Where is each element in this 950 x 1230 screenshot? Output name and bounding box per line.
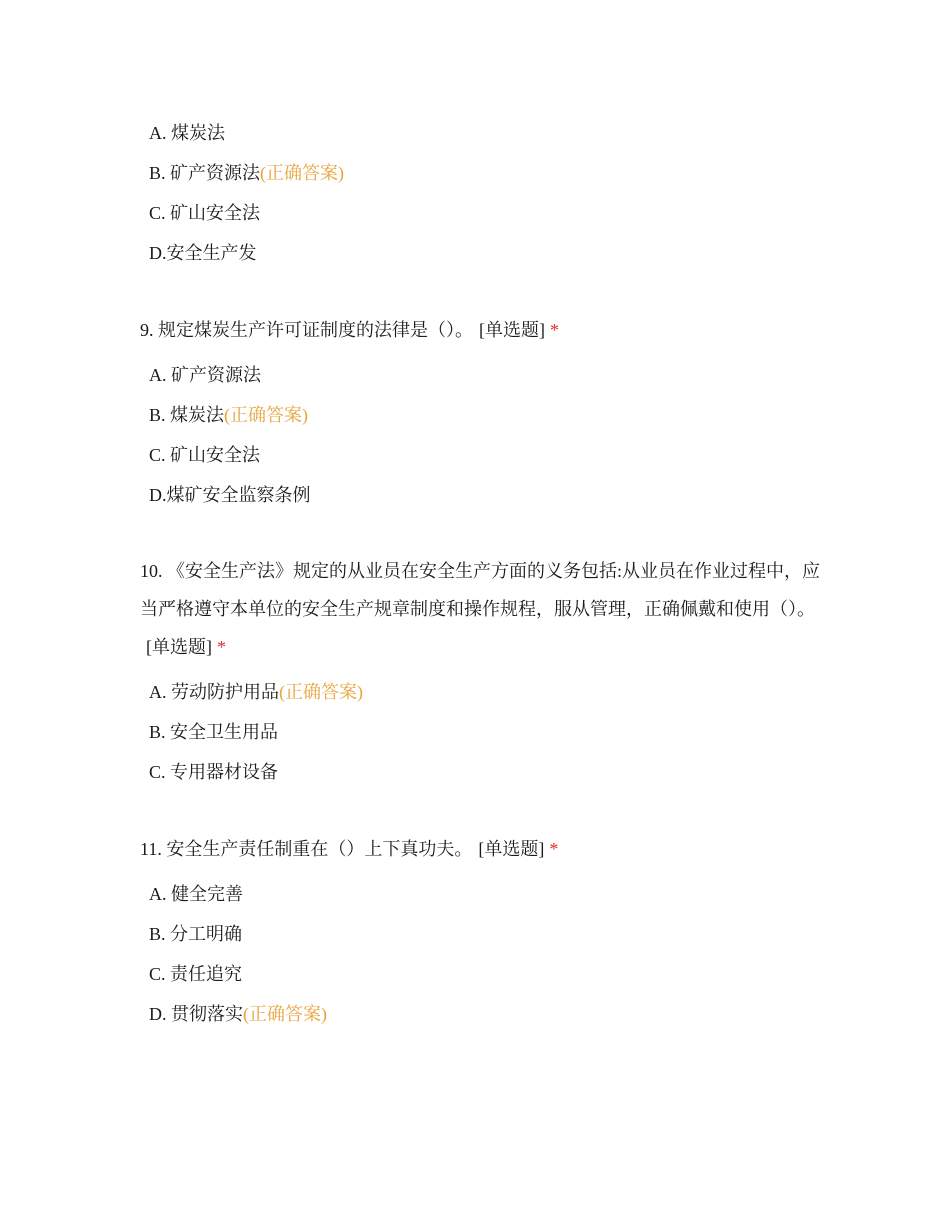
option-b <box>149 914 830 954</box>
option-d <box>149 233 830 273</box>
option-label: A. 矿产资源法 <box>149 365 261 385</box>
option-list <box>149 672 830 792</box>
option-label: A. 健全完善 <box>149 884 243 904</box>
option-c <box>149 752 830 792</box>
option-c <box>149 193 830 233</box>
option-b <box>149 153 830 193</box>
option-a <box>149 874 830 914</box>
option-b <box>149 395 830 435</box>
option-label: A. 劳动防护用品 <box>149 682 279 702</box>
correct-answer-note: (正确答案) <box>260 163 345 183</box>
question-type: [单选题] <box>478 839 545 859</box>
required-mark: * <box>217 637 226 657</box>
option-label: B. 矿产资源法 <box>149 163 261 183</box>
option-list <box>149 113 830 273</box>
question-10 <box>140 552 830 792</box>
option-b <box>149 712 830 752</box>
option-list <box>149 355 830 515</box>
question-stem <box>140 830 830 868</box>
option-label: B. 分工明确 <box>149 924 243 944</box>
option-label: C. 责任追究 <box>149 964 243 984</box>
option-a <box>149 355 830 395</box>
question-type: [单选题] <box>479 320 545 340</box>
option-list <box>149 874 830 1034</box>
option-label: D.安全生产发 <box>149 243 257 263</box>
correct-answer-note: (正确答案) <box>224 405 309 425</box>
option-c <box>149 954 830 994</box>
option-label: A. 煤炭法 <box>149 123 225 143</box>
question-stem <box>140 311 830 349</box>
correct-answer-note: (正确答案) <box>279 682 363 702</box>
option-a <box>149 113 830 153</box>
question-9 <box>140 311 830 515</box>
question-8 <box>140 113 830 273</box>
option-label: C. 专用器材设备 <box>149 762 279 782</box>
option-label: C. 矿山安全法 <box>149 445 261 465</box>
question-11 <box>140 830 830 1034</box>
option-d <box>149 994 830 1034</box>
option-label: C. 矿山安全法 <box>149 203 261 223</box>
option-a <box>149 672 830 712</box>
question-type: [单选题] <box>146 637 212 657</box>
question-text: 9. 规定煤炭生产许可证制度的法律是（）。 <box>140 320 473 340</box>
required-mark: * <box>550 320 559 340</box>
option-c <box>149 435 830 475</box>
question-text: 10. 《安全生产法》规定的从业员在安全生产方面的义务包括:从业员在作业过程中，应当严格遵守本单位的安全生产规章制度和操作规程，服从管理，正确佩戴和使用（）。 <box>140 561 820 619</box>
question-stem <box>140 552 830 666</box>
option-label: D. 贯彻落实 <box>149 1004 243 1024</box>
question-text: 11. 安全生产责任制重在（）上下真功夫。 <box>140 839 473 859</box>
option-label: D.煤矿安全监察条例 <box>149 485 311 505</box>
option-label: B. 安全卫生用品 <box>149 722 279 742</box>
required-mark: * <box>549 839 559 859</box>
option-label: B. 煤炭法 <box>149 405 225 425</box>
correct-answer-note: (正确答案) <box>243 1004 327 1024</box>
option-d <box>149 475 830 515</box>
